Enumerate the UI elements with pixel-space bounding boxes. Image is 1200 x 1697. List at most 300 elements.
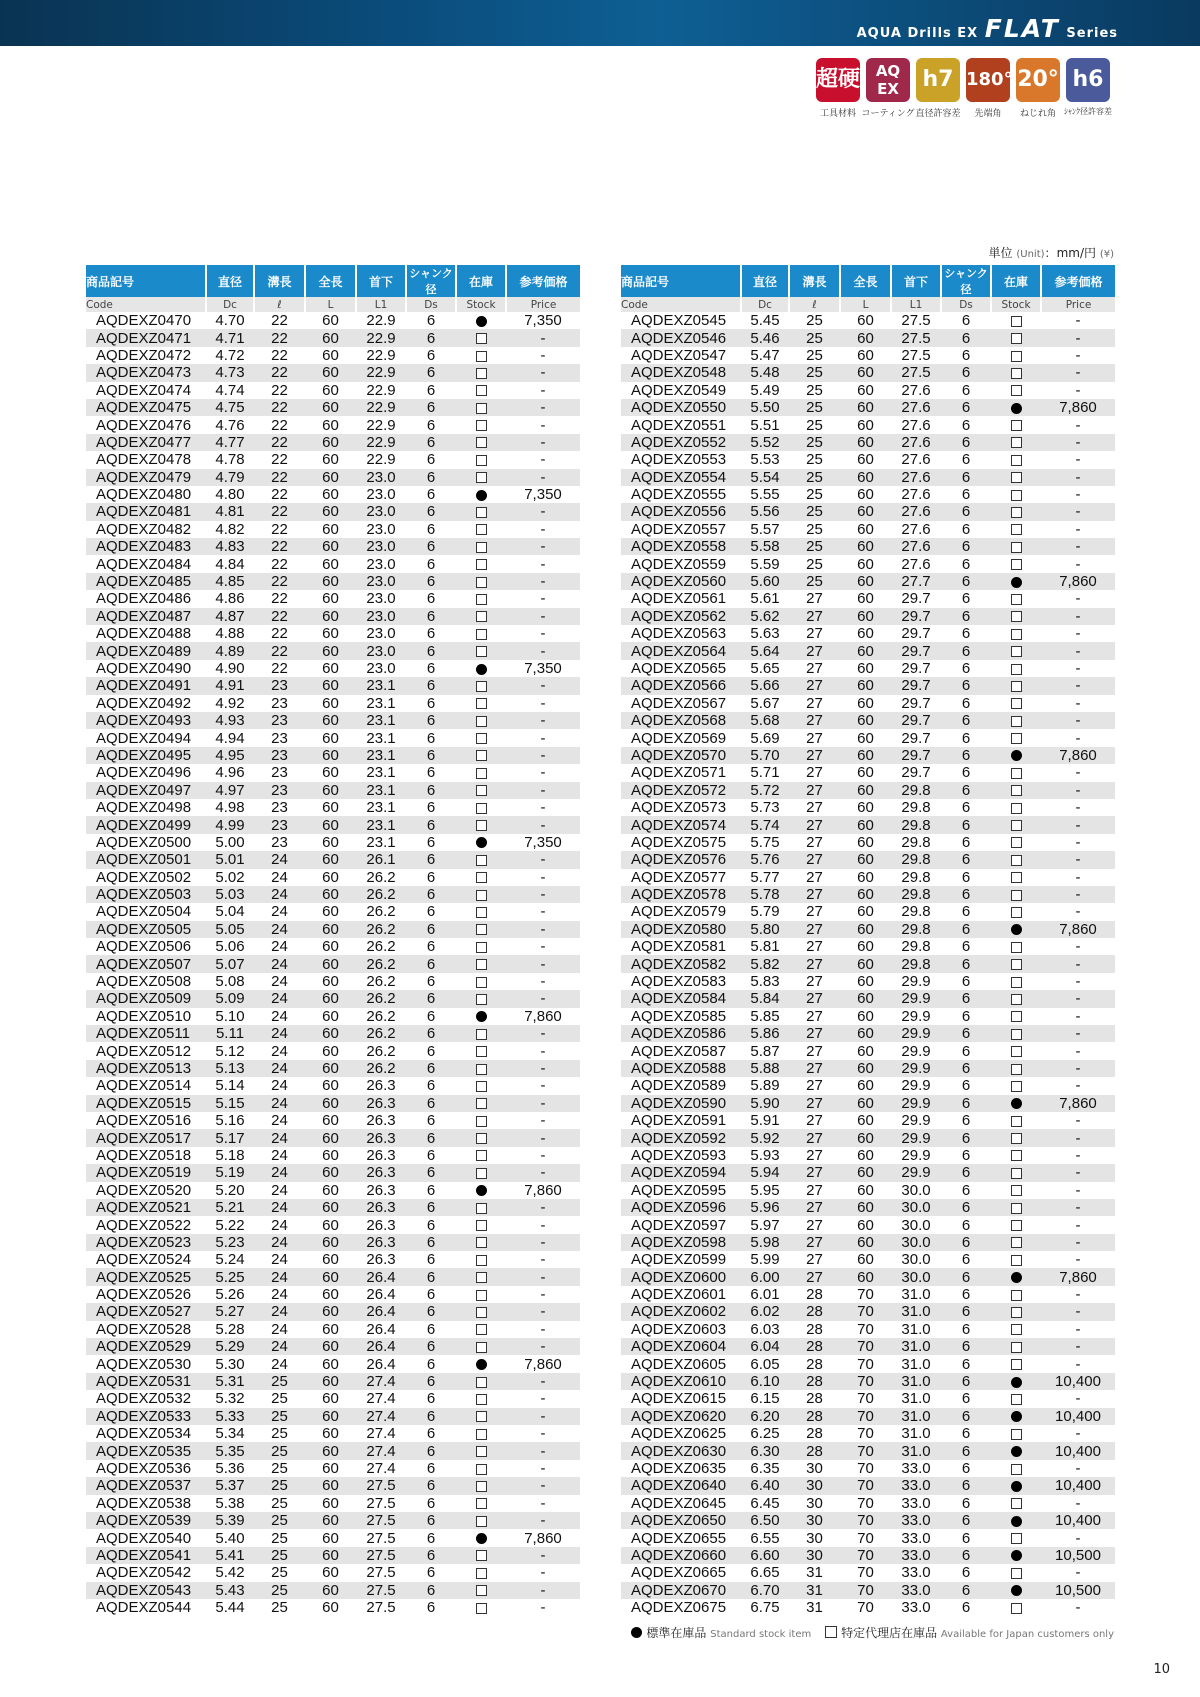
shank-diameter-cell: 6: [961, 1286, 971, 1304]
dealer-box-icon: [1011, 629, 1022, 640]
neck-length-cell: 23.0: [366, 555, 396, 573]
shank-diameter-cell: 6: [406, 816, 456, 833]
col-code-jp: 商品記号: [621, 265, 741, 297]
table-row: [621, 469, 1115, 486]
overall-length-cell: 60: [322, 729, 339, 747]
overall-length-cell: 60: [840, 677, 891, 694]
code-cell: AQDEXZ0591: [631, 1112, 727, 1130]
flute-length-cell: 28: [789, 1442, 840, 1459]
shank-diameter-cell: 6: [961, 486, 971, 504]
stock-cell: [991, 486, 1041, 503]
col-neck-length-en: L1: [356, 297, 406, 312]
diameter-cell: 5.74: [741, 816, 789, 833]
shank-diameter-cell: 6: [406, 747, 456, 764]
table-row: [86, 886, 580, 903]
col-flute-length-jp: 溝長: [789, 265, 840, 297]
code-cell: AQDEXZ0549: [631, 381, 727, 399]
price-cell: -: [1041, 1199, 1115, 1216]
diameter-cell: 5.03: [206, 886, 254, 903]
stock-cell: [456, 1338, 506, 1355]
overall-length-cell: 60: [840, 816, 891, 833]
dealer-box-icon: [476, 1203, 487, 1214]
overall-length-cell: 60: [322, 764, 339, 782]
code-cell: AQDEXZ0586: [621, 1025, 741, 1042]
diameter-cell: 5.64: [741, 642, 789, 659]
table-row: [621, 434, 1115, 451]
flute-length-cell: 28: [806, 1286, 823, 1304]
diameter-cell: 5.42: [215, 1564, 245, 1582]
code-cell: AQDEXZ0490: [96, 660, 192, 677]
diameter-cell: 5.86: [741, 1025, 789, 1042]
dealer-box-icon: [476, 1133, 487, 1144]
overall-length-cell: 70: [840, 1303, 891, 1320]
stock-cell: [456, 677, 506, 694]
table-row: [621, 1042, 1115, 1059]
flute-length-cell: 25: [254, 1373, 305, 1390]
code-cell: AQDEXZ0554: [621, 469, 741, 486]
flute-length-cell: 25: [271, 1564, 288, 1582]
table-row: [621, 573, 1115, 590]
table-row: [621, 1303, 1115, 1320]
flute-length-cell: 27: [806, 1181, 823, 1199]
price-cell: -: [1075, 764, 1081, 782]
diameter-cell: 5.45: [750, 312, 780, 330]
table-row: [621, 799, 1115, 816]
code-cell: AQDEXZ0589: [631, 1077, 727, 1095]
table-row: [86, 329, 580, 346]
shank-diameter-cell: 6: [426, 1216, 436, 1234]
table-row: [621, 990, 1115, 1007]
dealer-box-icon: [476, 733, 487, 744]
stock-cell: [991, 451, 1041, 468]
price-cell: -: [1041, 782, 1115, 799]
overall-length-cell: 60: [305, 851, 356, 868]
neck-length-cell: 26.2: [366, 1042, 396, 1060]
code-cell: AQDEXZ0518: [96, 1146, 192, 1164]
stock-cell: [456, 1286, 506, 1303]
price-cell: 7,350: [524, 486, 562, 504]
diameter-cell: 5.87: [750, 1042, 780, 1060]
neck-length-cell: 31.0: [901, 1286, 931, 1304]
diameter-cell: 5.69: [750, 729, 780, 747]
overall-length-cell: 60: [322, 1112, 339, 1130]
overall-length-cell: 60: [305, 573, 356, 590]
shank-diameter-cell: 6: [426, 868, 436, 886]
diameter-cell: 4.76: [215, 416, 245, 434]
shank-diameter-cell: 6: [961, 694, 971, 712]
price-cell: -: [540, 1042, 546, 1060]
col-overall-length-en: L: [305, 297, 356, 312]
shank-diameter-cell: 6: [406, 434, 456, 451]
flute-length-cell: 25: [254, 1512, 305, 1529]
price-cell: -: [540, 868, 546, 886]
dealer-box-icon: [476, 1429, 487, 1440]
price-cell: -: [506, 851, 580, 868]
code-cell: AQDEXZ0571: [631, 764, 727, 782]
neck-length-cell: 29.9: [901, 1077, 931, 1095]
shank-diameter-cell: 6: [961, 625, 971, 643]
flute-length-cell: 27: [789, 747, 840, 764]
code-cell: AQDEXZ0576: [621, 851, 741, 868]
flute-length-cell: 27: [789, 955, 840, 972]
shank-diameter-cell: 6: [406, 1547, 456, 1564]
code-cell: AQDEXZ0479: [86, 469, 206, 486]
diameter-cell: 5.28: [215, 1320, 245, 1338]
diameter-cell: 5.78: [741, 886, 789, 903]
diameter-cell: 5.44: [215, 1599, 245, 1617]
overall-length-cell: 60: [305, 642, 356, 659]
code-cell: AQDEXZ0532: [96, 1390, 192, 1408]
neck-length-cell: 27.5: [356, 1547, 406, 1564]
shank-diameter-cell: 6: [961, 1529, 971, 1547]
price-cell: -: [506, 1303, 580, 1320]
table-row: [86, 503, 580, 520]
code-cell: AQDEXZ0558: [621, 538, 741, 555]
price-cell: -: [1075, 1112, 1081, 1130]
diameter-cell: 5.81: [750, 938, 780, 956]
code-cell: AQDEXZ0547: [631, 346, 727, 364]
code-cell: AQDEXZ0620: [621, 1408, 741, 1425]
diameter-cell: 5.94: [741, 1164, 789, 1181]
code-cell: AQDEXZ0507: [86, 955, 206, 972]
diameter-cell: 5.60: [741, 573, 789, 590]
neck-length-cell: 31.0: [901, 1355, 931, 1373]
table-row: [86, 1408, 580, 1425]
stock-cell: [456, 1303, 506, 1320]
stock-cell: [456, 1268, 506, 1285]
overall-length-cell: 60: [322, 833, 339, 851]
overall-length-cell: 60: [857, 1077, 874, 1095]
flute-length-cell: 27: [806, 1216, 823, 1234]
overall-length-cell: 60: [857, 729, 874, 747]
stock-cell: [991, 1373, 1041, 1390]
dealer-box-icon: [476, 629, 487, 640]
stock-cell: [991, 1564, 1041, 1581]
flute-length-cell: 23: [254, 677, 305, 694]
table-row: [86, 903, 580, 920]
neck-length-cell: 29.7: [901, 729, 931, 747]
stock-cell: [456, 1355, 506, 1372]
col-stock-en: Stock: [991, 297, 1041, 312]
neck-length-cell: 26.2: [366, 868, 396, 886]
overall-length-cell: 60: [857, 833, 874, 851]
overall-length-cell: 60: [322, 694, 339, 712]
neck-length-cell: 27.5: [356, 1512, 406, 1529]
shank-diameter-cell: 6: [426, 764, 436, 782]
stock-cell: [456, 816, 506, 833]
flute-length-cell: 27: [806, 973, 823, 991]
table-row: [621, 1025, 1115, 1042]
code-cell: AQDEXZ0497: [86, 782, 206, 799]
flute-length-cell: 23: [254, 712, 305, 729]
product-table-right: [621, 265, 1115, 1616]
diameter-cell: 5.15: [206, 1095, 254, 1112]
series-title: [857, 14, 1118, 43]
table-row: [86, 1477, 580, 1494]
shank-diameter-cell: 6: [406, 573, 456, 590]
price-cell: -: [1075, 1286, 1081, 1304]
shank-diameter-cell: 6: [961, 1181, 971, 1199]
diameter-cell: 5.76: [741, 851, 789, 868]
overall-length-cell: 60: [857, 381, 874, 399]
code-cell: AQDEXZ0577: [631, 868, 727, 886]
flute-length-cell: 27: [789, 1060, 840, 1077]
price-cell: -: [506, 782, 580, 799]
code-cell: AQDEXZ0470: [96, 312, 192, 330]
code-cell: AQDEXZ0566: [621, 677, 741, 694]
flute-length-cell: 25: [806, 346, 823, 364]
shank-diameter-cell: 6: [426, 1459, 436, 1477]
price-cell: -: [1075, 1355, 1081, 1373]
code-cell: AQDEXZ0645: [631, 1494, 727, 1512]
stock-cell: [991, 1529, 1041, 1546]
diameter-cell: 5.01: [206, 851, 254, 868]
diameter-cell: 5.62: [741, 608, 789, 625]
stock-cell: [456, 1529, 506, 1546]
table-row: [621, 1199, 1115, 1216]
flute-length-cell: 25: [806, 312, 823, 330]
stock-dot-icon: [1011, 1550, 1022, 1561]
stock-dot-icon: [1011, 1446, 1022, 1457]
shank-diameter-cell: 6: [426, 973, 436, 991]
table-row: [86, 869, 580, 886]
diameter-cell: 4.96: [215, 764, 245, 782]
overall-length-cell: 60: [305, 538, 356, 555]
stock-cell: [991, 1042, 1041, 1059]
stock-cell: [456, 869, 506, 886]
table-row: [86, 1164, 580, 1181]
flute-length-cell: 27: [789, 1129, 840, 1146]
overall-length-cell: 60: [305, 1199, 356, 1216]
stock-cell: [456, 416, 506, 433]
flute-length-cell: 22: [254, 329, 305, 346]
neck-length-cell: 27.6: [901, 451, 931, 469]
shank-diameter-cell: 6: [426, 1390, 436, 1408]
diameter-cell: 5.32: [215, 1390, 245, 1408]
shank-diameter-cell: 6: [961, 764, 971, 782]
code-cell: AQDEXZ0498: [96, 799, 192, 817]
shank-diameter-cell: 6: [406, 921, 456, 938]
code-cell: AQDEXZ0562: [621, 608, 741, 625]
table-row: [86, 921, 580, 938]
flute-length-cell: 24: [271, 1146, 288, 1164]
stock-cell: [991, 886, 1041, 903]
stock-legend: [631, 1624, 1114, 1641]
diameter-cell: 5.12: [215, 1042, 245, 1060]
overall-length-cell: 70: [840, 1408, 891, 1425]
neck-length-cell: 23.0: [356, 573, 406, 590]
overall-length-cell: 60: [322, 1564, 339, 1582]
diameter-cell: 5.72: [741, 782, 789, 799]
price-cell: -: [1075, 1390, 1081, 1408]
shank-diameter-cell: 6: [406, 399, 456, 416]
stock-cell: [991, 1460, 1041, 1477]
code-cell: AQDEXZ0559: [631, 555, 727, 573]
stock-cell: [991, 573, 1041, 590]
shank-diameter-cell: 6: [941, 329, 991, 346]
overall-length-cell: 60: [322, 1459, 339, 1477]
diameter-cell: 6.15: [750, 1390, 780, 1408]
diameter-cell: 4.71: [206, 329, 254, 346]
diameter-cell: 4.82: [215, 520, 245, 538]
flute-length-cell: 22: [271, 312, 288, 330]
stock-cell: [991, 955, 1041, 972]
code-cell: AQDEXZ0515: [86, 1095, 206, 1112]
shank-diameter-cell: 6: [961, 1599, 971, 1617]
shank-diameter-cell: 6: [426, 1007, 436, 1025]
col-stock-jp: 在庫: [991, 265, 1041, 297]
flute-length-cell: 23: [271, 694, 288, 712]
col-neck-length-jp: 首下: [356, 265, 406, 297]
neck-length-cell: 23.1: [366, 694, 396, 712]
price-cell: -: [506, 712, 580, 729]
neck-length-cell: 26.3: [356, 1234, 406, 1251]
table-row: [621, 1582, 1115, 1599]
overall-length-cell: 60: [322, 660, 339, 677]
table-row: [621, 1373, 1115, 1390]
shank-diameter-cell: 6: [941, 1338, 991, 1355]
dealer-box-icon: [476, 1498, 487, 1509]
shank-diameter-cell: 6: [406, 1582, 456, 1599]
code-cell: AQDEXZ0574: [621, 816, 741, 833]
overall-length-cell: 70: [840, 1477, 891, 1494]
code-cell: AQDEXZ0542: [96, 1564, 192, 1582]
flute-length-cell: 24: [271, 973, 288, 991]
diameter-cell: 4.72: [215, 346, 245, 364]
stock-cell: [991, 1286, 1041, 1303]
dealer-box-icon: [476, 942, 487, 953]
code-cell: AQDEXZ0598: [621, 1234, 741, 1251]
code-cell: AQDEXZ0615: [631, 1390, 727, 1408]
neck-length-cell: 31.0: [891, 1442, 941, 1459]
shank-diameter-cell: 6: [941, 1060, 991, 1077]
price-cell: -: [1041, 712, 1115, 729]
shank-diameter-cell: 6: [961, 1077, 971, 1095]
price-cell: -: [540, 1459, 546, 1477]
code-cell: AQDEXZ0600: [621, 1268, 741, 1285]
overall-length-cell: 70: [840, 1512, 891, 1529]
overall-length-cell: 60: [840, 921, 891, 938]
code-cell: AQDEXZ0472: [96, 346, 192, 364]
flute-length-cell: 23: [271, 799, 288, 817]
dealer-box-icon: [476, 1585, 487, 1596]
flute-length-cell: 23: [271, 764, 288, 782]
shank-diameter-cell: 6: [941, 642, 991, 659]
product-rows-left: [86, 312, 580, 1616]
price-cell: -: [1075, 973, 1081, 991]
stock-dot-icon: [1011, 1481, 1022, 1492]
code-cell: AQDEXZ0522: [96, 1216, 192, 1234]
diameter-cell: 5.09: [206, 990, 254, 1007]
col-shank-jp: シャンク径: [941, 265, 991, 297]
table-row: [621, 1112, 1115, 1129]
dealer-box-icon: [1011, 1533, 1022, 1544]
price-cell: -: [1075, 1320, 1081, 1338]
table-row: [86, 816, 580, 833]
diameter-cell: 5.65: [750, 660, 780, 677]
shank-diameter-cell: 6: [941, 886, 991, 903]
dealer-box-icon: [1011, 716, 1022, 727]
shank-diameter-cell: 6: [426, 416, 436, 434]
table-row: [86, 1338, 580, 1355]
stock-cell: [991, 1129, 1041, 1146]
neck-length-cell: 33.0: [891, 1582, 941, 1599]
table-row: [621, 642, 1115, 659]
neck-length-cell: 31.0: [891, 1303, 941, 1320]
diameter-cell: 5.20: [215, 1181, 245, 1199]
diameter-cell: 5.75: [750, 833, 780, 851]
neck-length-cell: 27.7: [891, 573, 941, 590]
price-cell: 7,860: [1041, 1095, 1115, 1112]
overall-length-cell: 60: [857, 903, 874, 921]
dealer-box-icon: [1011, 872, 1022, 883]
neck-length-cell: 26.2: [356, 1025, 406, 1042]
diameter-cell: 6.55: [750, 1529, 780, 1547]
overall-length-cell: 60: [305, 1234, 356, 1251]
neck-length-cell: 26.4: [356, 1338, 406, 1355]
shank-diameter-cell: 6: [426, 590, 436, 608]
stock-cell: [456, 469, 506, 486]
code-cell: AQDEXZ0580: [621, 921, 741, 938]
col-shank-en: Ds: [406, 297, 456, 312]
code-cell: AQDEXZ0670: [621, 1582, 741, 1599]
dealer-box-icon: [1011, 907, 1022, 918]
diameter-cell: 5.18: [215, 1146, 245, 1164]
dealer-box-icon: [476, 1568, 487, 1579]
overall-length-cell: 70: [857, 1286, 874, 1304]
overall-length-cell: 60: [305, 1129, 356, 1146]
overall-length-cell: 60: [857, 312, 874, 330]
code-cell: AQDEXZ0675: [631, 1599, 727, 1617]
flute-length-cell: 27: [806, 764, 823, 782]
neck-length-cell: 23.0: [356, 538, 406, 555]
dealer-box-icon: [476, 403, 487, 414]
overall-length-cell: 60: [840, 399, 891, 416]
price-cell: -: [506, 1373, 580, 1390]
price-cell: -: [1041, 886, 1115, 903]
code-cell: AQDEXZ0528: [96, 1320, 192, 1338]
shank-diameter-cell: 6: [406, 1129, 456, 1146]
neck-length-cell: 23.1: [356, 677, 406, 694]
price-cell: 7,860: [524, 1529, 562, 1547]
price-cell: 7,860: [524, 1007, 562, 1025]
overall-length-cell: 60: [322, 799, 339, 817]
price-cell: -: [540, 520, 546, 538]
diameter-cell: 6.20: [741, 1408, 789, 1425]
neck-length-cell: 22.9: [366, 381, 396, 399]
shank-diameter-cell: 6: [961, 1459, 971, 1477]
overall-length-cell: 60: [840, 886, 891, 903]
code-cell: AQDEXZ0582: [621, 955, 741, 972]
table-row: [86, 364, 580, 381]
table-row: [621, 1495, 1115, 1512]
price-cell: -: [506, 1025, 580, 1042]
stock-cell: [991, 364, 1041, 381]
overall-length-cell: 60: [857, 590, 874, 608]
table-row: [621, 608, 1115, 625]
code-cell: AQDEXZ0540: [96, 1529, 192, 1547]
diameter-cell: 5.53: [750, 451, 780, 469]
price-cell: -: [540, 764, 546, 782]
dealer-box-icon: [476, 1116, 487, 1127]
price-cell: -: [1075, 833, 1081, 851]
col-stock-jp: 在庫: [456, 265, 506, 297]
table-row: [86, 1529, 580, 1546]
stock-dot-icon: [476, 316, 487, 327]
table-row: [621, 955, 1115, 972]
dealer-box-icon: [476, 559, 487, 570]
shank-diameter-cell: 6: [406, 1373, 456, 1390]
